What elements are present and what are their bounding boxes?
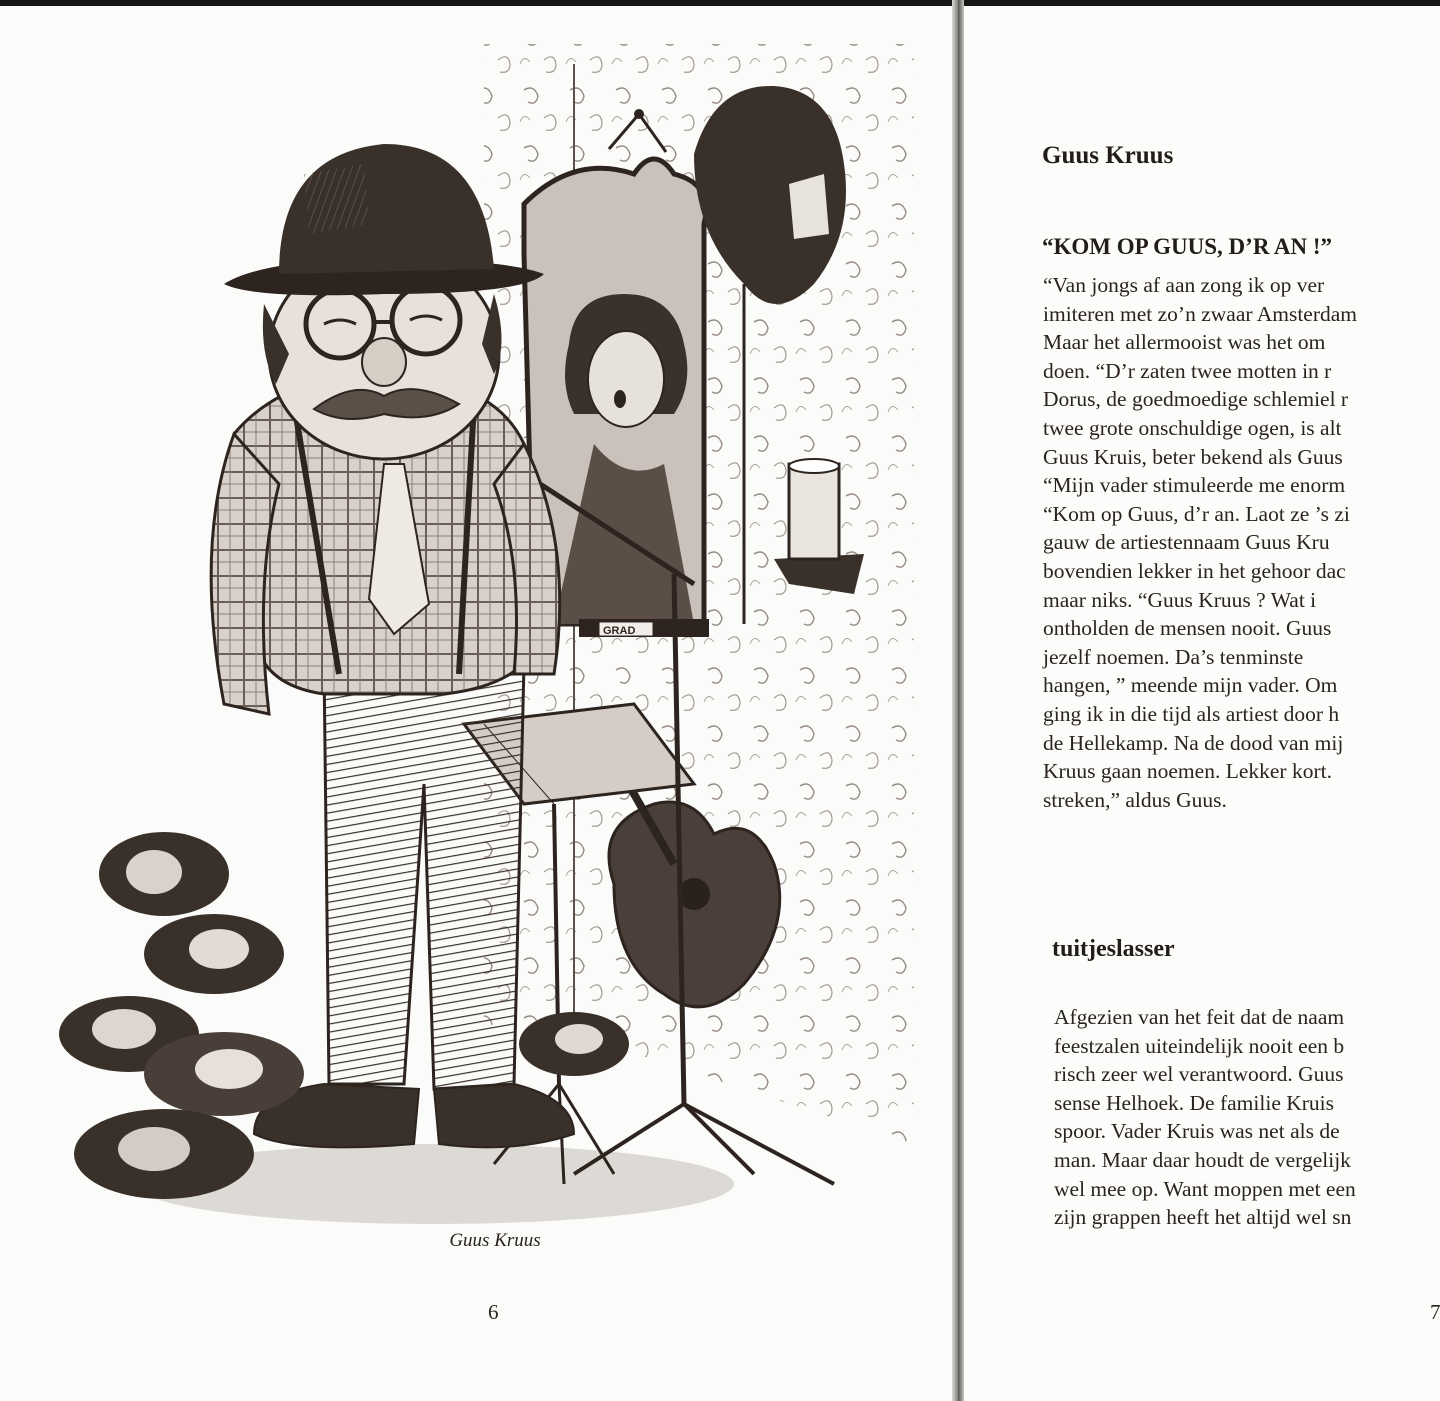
page-number-right: 7 xyxy=(1430,1300,1440,1324)
section-subheading: tuitjeslasser xyxy=(1052,936,1175,962)
text-line: wel mee op. Want moppen met een xyxy=(1054,1176,1356,1201)
text-line: “Mijn vader stimuleerde me enorm xyxy=(1043,473,1346,498)
svg-text:GRAD: GRAD xyxy=(603,625,636,637)
text-line: bovendien lekker in het gehoor dac xyxy=(1043,558,1346,583)
text-line: sense Helhoek. De familie Kruis xyxy=(1054,1090,1335,1115)
text-line: spoor. Vader Kruis was net als de xyxy=(1054,1119,1340,1144)
text-line: maar niks. “Guus Kruus ? Wat i xyxy=(1043,587,1317,612)
text-line: imiteren met zo’n zwaar Amsterdam xyxy=(1043,301,1358,326)
text-line: ontholden de mensen nooit. Guus xyxy=(1043,616,1332,641)
text-line: risch zeer wel verantwoord. Guus xyxy=(1054,1062,1344,1087)
text-line: twee grote onschuldige ogen, is alt xyxy=(1043,415,1342,440)
page-number-left: 6 xyxy=(488,1300,499,1324)
illustration-caption: Guus Kruus xyxy=(449,1230,541,1251)
text-line: Maar het allermooist was het om xyxy=(1043,330,1326,355)
text-line: “Van jongs af aan zong ik op ver xyxy=(1043,273,1325,297)
text-line: hangen, ” meende mijn vader. Om xyxy=(1043,673,1338,698)
text-line: gauw de artiestennaam Guus Kru xyxy=(1043,530,1330,555)
text-line: doen. “D’r zaten twee motten in r xyxy=(1043,358,1332,383)
text-line: man. Maar daar houdt de vergelijk xyxy=(1054,1147,1351,1172)
article-headline: “KOM OP GUUS, D’R AN !” xyxy=(1042,234,1333,259)
body-paragraph-1 xyxy=(1043,271,1357,814)
text-line: “Kom op Guus, d’r an. Laot ze ’s zi xyxy=(1043,501,1350,526)
text-line: Dorus, de goedmoedige schlemiel r xyxy=(1043,387,1349,412)
article-title: Guus Kruus xyxy=(1042,142,1174,169)
text-line: jezelf noemen. Da’s tenminste xyxy=(1043,644,1304,669)
text-line: streken,” aldus Guus. xyxy=(1043,787,1227,812)
text-line: Afgezien van het feit dat de naam xyxy=(1054,1005,1345,1029)
text-line: feestzalen uiteindelijk nooit een b xyxy=(1054,1033,1345,1058)
body-paragraph-2 xyxy=(1054,1003,1356,1232)
text-line: Kruus gaan noemen. Lekker kort. xyxy=(1043,759,1332,784)
text-line: zijn grappen heeft het altijd wel sn xyxy=(1054,1205,1352,1230)
book-gutter xyxy=(952,0,964,1401)
text-line: ging ik in die tijd als artiest door h xyxy=(1043,701,1340,726)
illustration-singer-drawing xyxy=(54,24,924,1234)
text-line: de Hellekamp. Na de dood van mij xyxy=(1043,730,1344,755)
text-line: Guus Kruis, beter bekend als Guus xyxy=(1043,444,1343,469)
